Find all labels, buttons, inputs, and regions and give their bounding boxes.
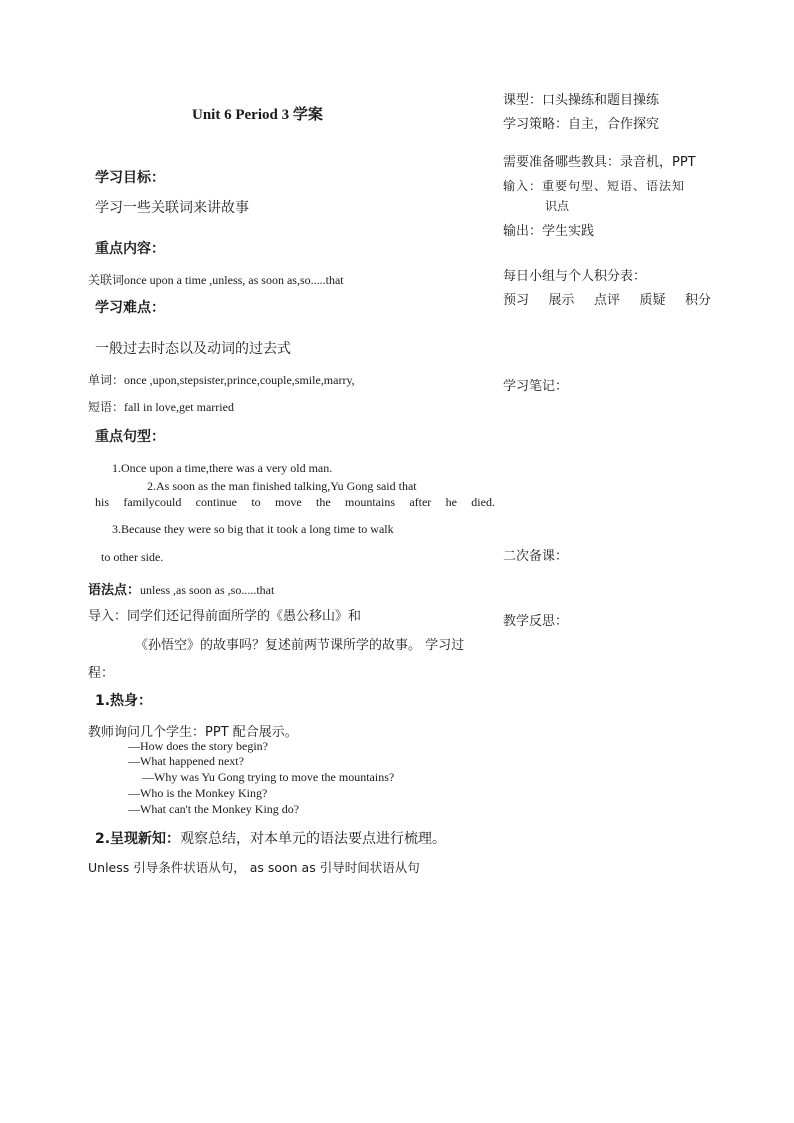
- difficulty-heading: 学习难点：: [95, 300, 165, 316]
- lesson-type: 课型：口头操练和题目操练: [503, 93, 660, 108]
- sentence-3-line-2: to other side.: [101, 550, 164, 564]
- present-text: 观察总结，对本单元的语法要点进行梳理。: [180, 831, 447, 847]
- question-2: —What happened next?: [128, 754, 244, 768]
- present-line: [95, 828, 446, 848]
- output: 输出：学生实践: [503, 224, 595, 239]
- intro-line-3: 程：: [88, 666, 115, 681]
- clause-line: Unless 引导条件状语从句， as soon as 引导时间状语从句: [88, 860, 420, 875]
- grammar-text: unless ,as soon as ,so.....that: [140, 583, 275, 597]
- present-heading: 2.呈现新知：: [95, 831, 181, 847]
- word: familycould: [123, 495, 182, 509]
- input-line-2: 识点: [545, 199, 570, 213]
- notes-label: 学习笔记：: [503, 379, 569, 394]
- question-1: —How does the story begin?: [128, 739, 268, 753]
- word: after: [409, 495, 432, 509]
- word: to: [251, 495, 261, 509]
- goal-text: 学习一些关联词来讲故事: [95, 200, 249, 216]
- score-item-show: 展示: [548, 293, 575, 308]
- warmup-heading: 1.热身：: [95, 693, 153, 709]
- score-items: [503, 289, 711, 308]
- score-item-question: 质疑: [639, 293, 666, 308]
- word: mountains: [344, 495, 395, 509]
- warmup-text: 教师询问几个学生：PPT 配合展示。: [88, 725, 298, 740]
- page-title: Unit 6 Period 3 学案: [192, 107, 323, 123]
- reflection-label: 教学反思：: [503, 614, 569, 629]
- question-4: —Who is the Monkey King?: [128, 786, 268, 800]
- prep-label: 二次备课：: [503, 549, 569, 564]
- sentence-2-line-2: [95, 495, 495, 510]
- phrases-line: 短语：fall in love,get married: [88, 400, 234, 414]
- word: died.: [471, 495, 495, 509]
- word: he: [445, 495, 457, 509]
- sentence-1: 1.Once upon a time,there was a very old man.: [112, 461, 333, 475]
- score-item-points: 积分: [684, 293, 711, 308]
- word: the: [315, 495, 331, 509]
- strategy: 学习策略：自主，合作探究: [503, 117, 660, 132]
- grammar-label: 语法点：: [88, 583, 141, 598]
- intro-line-2: 《孙悟空》的故事吗？复述前两节课所学的故事。 学习过: [135, 638, 465, 653]
- question-3: —Why was Yu Gong trying to move the mountains?: [142, 770, 395, 784]
- sentences-heading: 重点句型：: [95, 429, 165, 445]
- word: his: [95, 495, 110, 509]
- key-heading: 重点内容：: [95, 241, 165, 257]
- score-title: 每日小组与个人积分表：: [503, 269, 647, 284]
- word: move: [274, 495, 302, 509]
- tools: 需要准备哪些教具：录音机，PPT: [503, 155, 696, 170]
- grammar-line: [88, 579, 274, 598]
- sentence-2-line-1: 2.As soon as the man finished talking,Yu Gong said that: [147, 479, 417, 493]
- key-text: 关联词once upon a time ,unless, as soon as,so.....that: [88, 273, 344, 287]
- goal-heading: 学习目标：: [95, 170, 165, 186]
- score-item-preview: 预习: [503, 293, 530, 308]
- sentence-3-line-1: 3.Because they were so big that it took a long time to walk: [112, 522, 394, 536]
- input-line-1: 输入：重要句型、短语、语法知: [503, 179, 686, 193]
- intro-line-1: 导入：同学们还记得前面所学的《愚公移山》和: [88, 609, 362, 624]
- question-5: —What can't the Monkey King do?: [128, 802, 300, 816]
- word: continue: [195, 495, 237, 509]
- words-line: 单词：once ,upon,stepsister,prince,couple,smile,marry,: [88, 373, 355, 387]
- score-item-comment: 点评: [593, 293, 620, 308]
- difficulty-text: 一般过去时态以及动词的过去式: [95, 341, 291, 357]
